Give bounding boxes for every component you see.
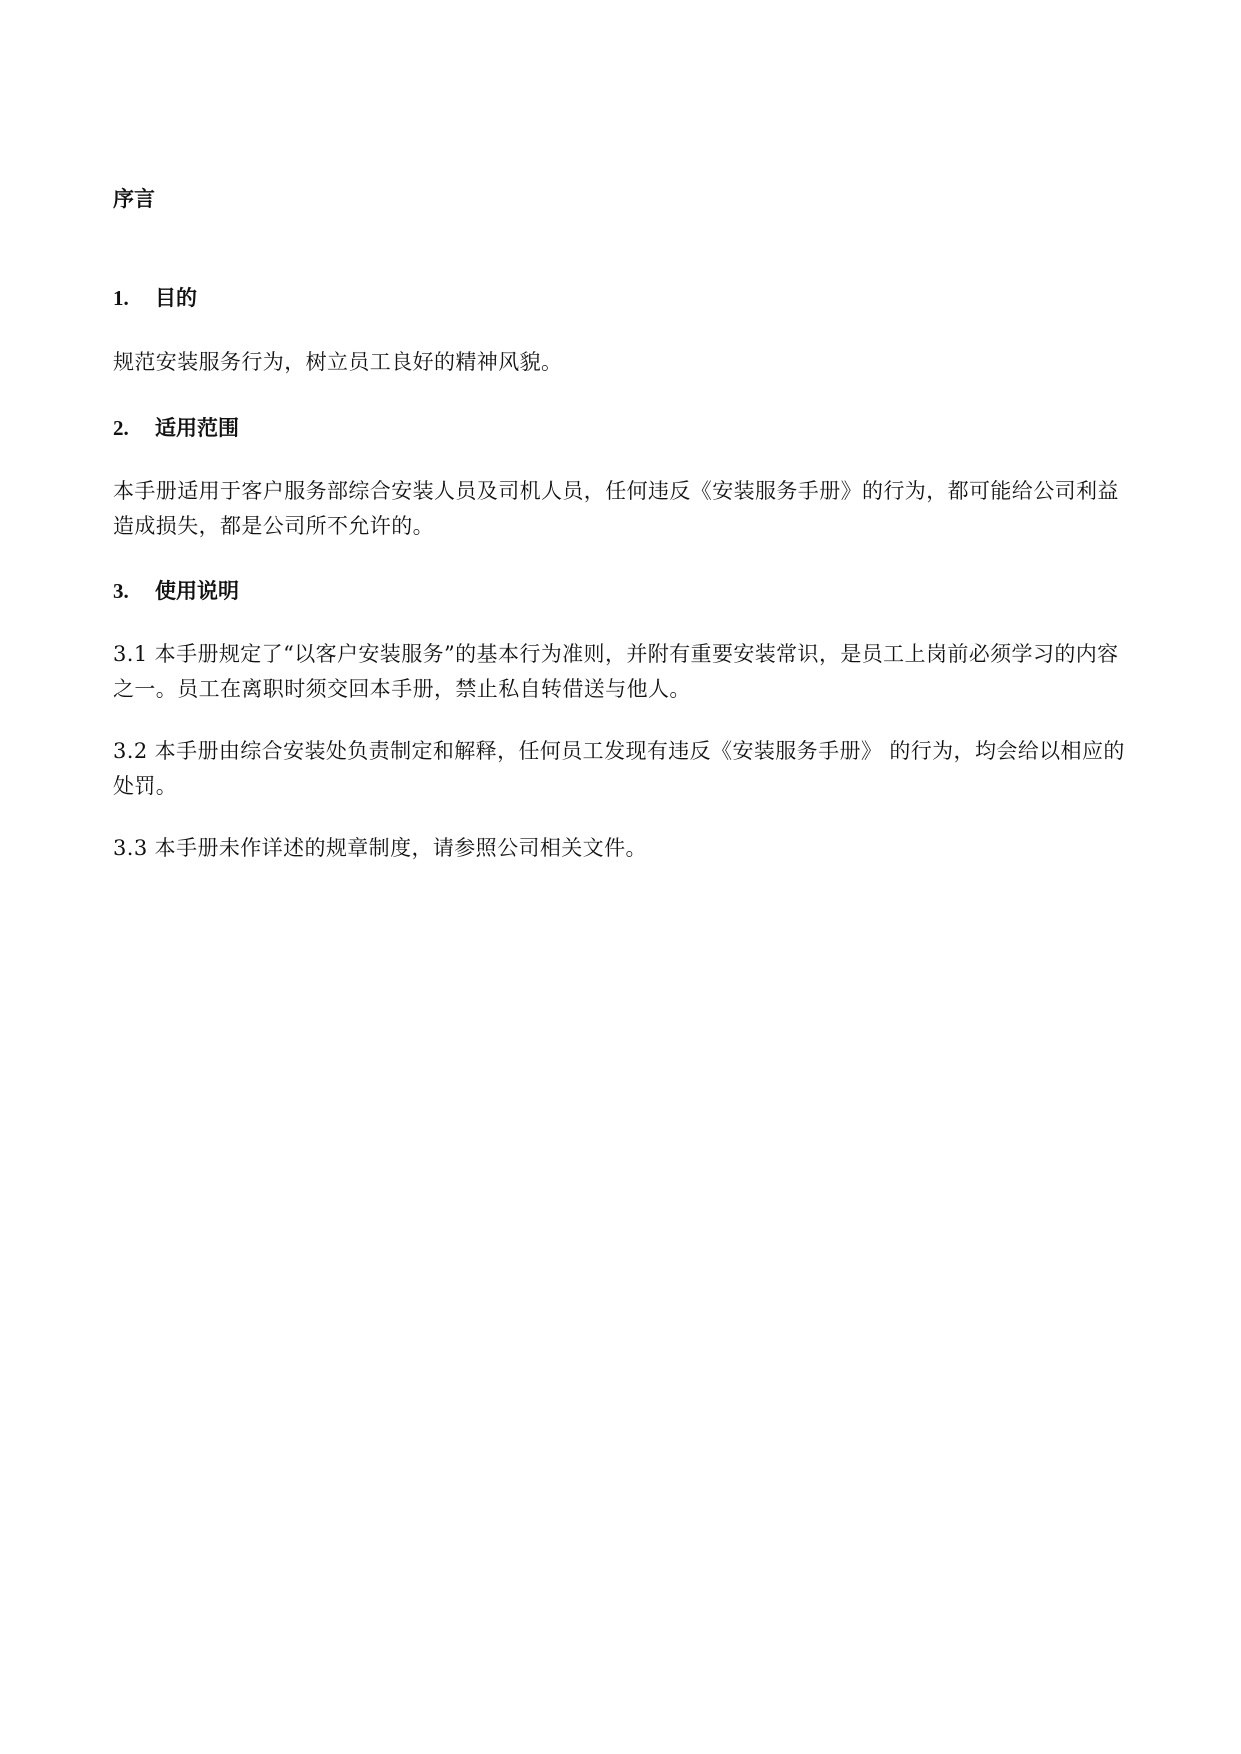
section-number: 1. [113, 286, 129, 310]
section-heading-text: 使用说明 [155, 579, 239, 603]
section-heading-text: 目的 [155, 286, 197, 310]
section-heading-text: 适用范围 [155, 416, 239, 440]
section-heading-purpose [113, 283, 1133, 313]
section-number: 3. [113, 579, 129, 603]
section-paragraph: 3.1 本手册规定了“以客户安装服务”的基本行为准则，并附有重要安装常识，是员工上岗前必须学习的内容之一。员工在离职时须交回本手册，禁止私自转借送与他人。 [113, 642, 1119, 701]
section-paragraph: 3.3 本手册未作详述的规章制度，请参照公司相关文件。 [113, 836, 647, 860]
section-paragraph: 3.2 本手册由综合安装处负责制定和解释，任何员工发现有违反《安装服务手册》 的行为，均会给以相应的处罚。 [113, 739, 1125, 798]
section-heading-instructions [113, 576, 1133, 606]
section-paragraph: 规范安装服务行为，树立员工良好的精神风貌。 [113, 350, 563, 374]
document-title: 序言 [113, 187, 155, 211]
section-number: 2. [113, 416, 129, 440]
section-paragraph: 本手册适用于客户服务部综合安装人员及司机人员，任何违反《安装服务手册》的行为，都可能给公司利益造成损失，都是公司所不允许的。 [113, 479, 1119, 538]
section-heading-scope [113, 413, 1133, 443]
